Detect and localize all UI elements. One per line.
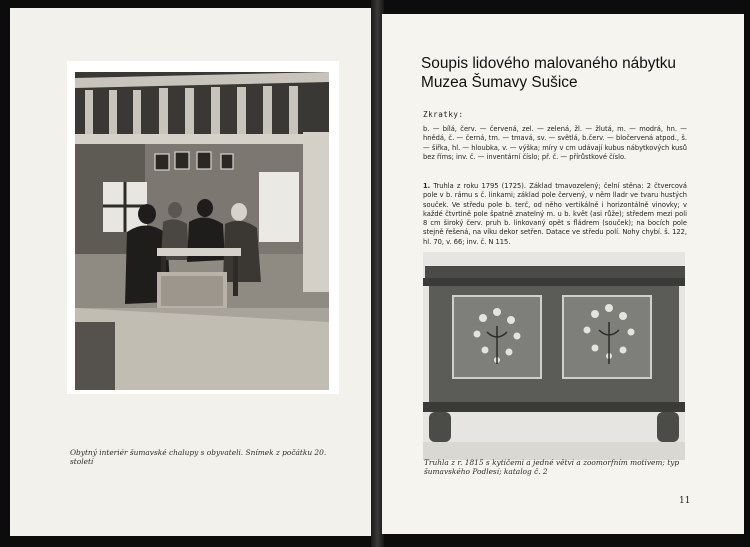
- left-page: [10, 8, 373, 536]
- photo-caption: Obytný interiér šumavské chalupy s obyvateli. Snímek z počátku 20. století: [70, 448, 327, 466]
- interior-photo-frame: [67, 61, 339, 394]
- page-title: [421, 54, 721, 92]
- chest-photo-frame: [423, 252, 685, 460]
- abbreviations-heading: Zkratky:: [423, 110, 464, 119]
- chest-caption: Truhla z r. 1815 s kytičemi a jedné větvi a zoomorfním motivem; typ šumavského Podlesí; katalog č. 2: [424, 458, 680, 476]
- entry-number: 1.: [423, 182, 431, 190]
- painted-chest-photograph: [423, 252, 685, 460]
- right-page: [382, 14, 744, 534]
- catalog-entry: [423, 182, 687, 247]
- title-line-1: Soupis lidového malovaného nábytku: [421, 55, 676, 72]
- abbreviations-text: b. — bílá, červ. — červená, zel. — zelená, žl. — žlutá, m. — modrá, hn. — hnědá, č. — černá, tm. — tmavá, sv. — světlá, b.červ. — bločervená atpod., š. — šířka, hl. — hloubka, v. — výška; míry v cm udávají kubus nábytkových kusů bez říms; inv. č. — inventární číslo; př. č. — přírůstkové číslo.: [423, 125, 687, 161]
- entry-text: Truhla z roku 1795 (1725). Základ tmavozelený; čelní stěna: 2 čtvercová pole v b. rámu s č. linkami; základ pole červený, v něm lladr ve tvaru hustých souček. Ve středu pole b. terč, od něho vertikálně i horizontálně vinovky; v každé čtvrtině pole špatně znatelný m. u b. květ (asi růže); středem mezi poli 8 cm široký červ. pruh b. linkovaný opět s fládrem (souček); na bocích pole stejně řešená, na víku dekor setřen. Datace ve středu polí. Nohy chybí. š. 122, hl. 70, v. 66; inv. č. N 115.: [423, 182, 687, 246]
- interior-photograph: [75, 72, 329, 390]
- page-number: 11: [679, 496, 691, 506]
- title-line-2: Muzea Šumavy Sušice: [421, 74, 578, 91]
